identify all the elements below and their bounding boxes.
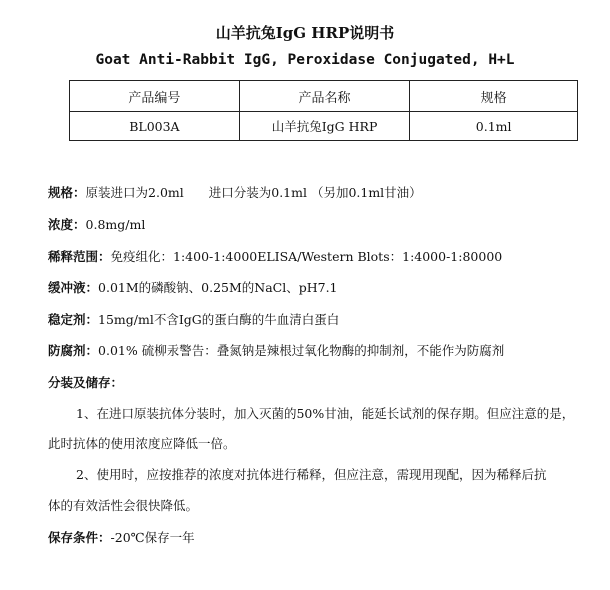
spec-label: 浓度： [48, 217, 86, 232]
spec-value: 15mg/ml不含IgG的蛋白酶的牛血清白蛋白 [98, 312, 340, 327]
spec-label: 防腐剂： [48, 343, 99, 358]
spec-value: 原装进口为2.0ml 进口分装为0.1ml （另加0.1ml甘油） [85, 185, 422, 200]
cell-product-code: BL003A [70, 112, 240, 141]
spec-line-size [48, 183, 422, 201]
storage-paragraph-2-line-2: 体的有效活性会很快降低。 [48, 498, 199, 513]
spec-label: 稀释范围： [48, 249, 111, 264]
cell-product-name: 山羊抗兔IgG HRP [239, 112, 410, 141]
header-product-code: 产品编号 [70, 81, 240, 112]
document-title-en: Goat Anti-Rabbit IgG, Peroxidase Conjugated, H+L [95, 52, 515, 68]
spec-value: 0.01M的磷酸钠、0.25M的NaCl、pH7.1 [98, 280, 338, 295]
spec-label: 稳定剂： [48, 312, 99, 327]
header-spec: 规格 [410, 81, 578, 112]
spec-value: 0.01% 硫柳汞警告：叠氮钠是辣根过氧化物酶的抑制剂，不能作为防腐剂 [98, 343, 505, 358]
spec-value: 免疫组化：1:400-1:4000ELISA/Western Blots：1:4000-1:80000 [110, 249, 503, 264]
storage-paragraph-2-line-1: 2、使用时，应按推荐的浓度对抗体进行稀释，但应注意，需现用现配，因为稀释后抗 [76, 467, 547, 482]
product-table [69, 80, 578, 141]
table-row [70, 112, 578, 141]
document-title-cn: 山羊抗兔IgG HRP说明书 [215, 24, 395, 42]
storage-paragraph-1-line-1: 1、在进口原装抗体分装时，加入灭菌的50%甘油，能延长试剂的保存期。但应注意的是， [76, 406, 575, 421]
spec-label: 缓冲液： [48, 280, 99, 295]
header-product-name: 产品名称 [239, 81, 410, 112]
spec-line-stabilizer [48, 310, 339, 328]
storage-heading-text: 分装及储存： [48, 375, 124, 390]
spec-line-buffer [48, 278, 338, 296]
condition-value: -20℃保存一年 [110, 530, 195, 545]
spec-line-dilution [48, 247, 502, 265]
spec-value: 0.8mg/ml [85, 217, 146, 232]
spec-line-preservative [48, 341, 504, 359]
spec-label: 规格： [48, 185, 86, 200]
cell-spec: 0.1ml [410, 112, 578, 141]
table-header-row [70, 81, 578, 112]
storage-heading [48, 373, 123, 391]
spec-line-concentration [48, 215, 145, 233]
condition-label: 保存条件： [48, 530, 111, 545]
storage-condition-line [48, 528, 195, 546]
storage-paragraph-1-line-2: 此时抗体的使用浓度应降低一倍。 [48, 436, 236, 451]
